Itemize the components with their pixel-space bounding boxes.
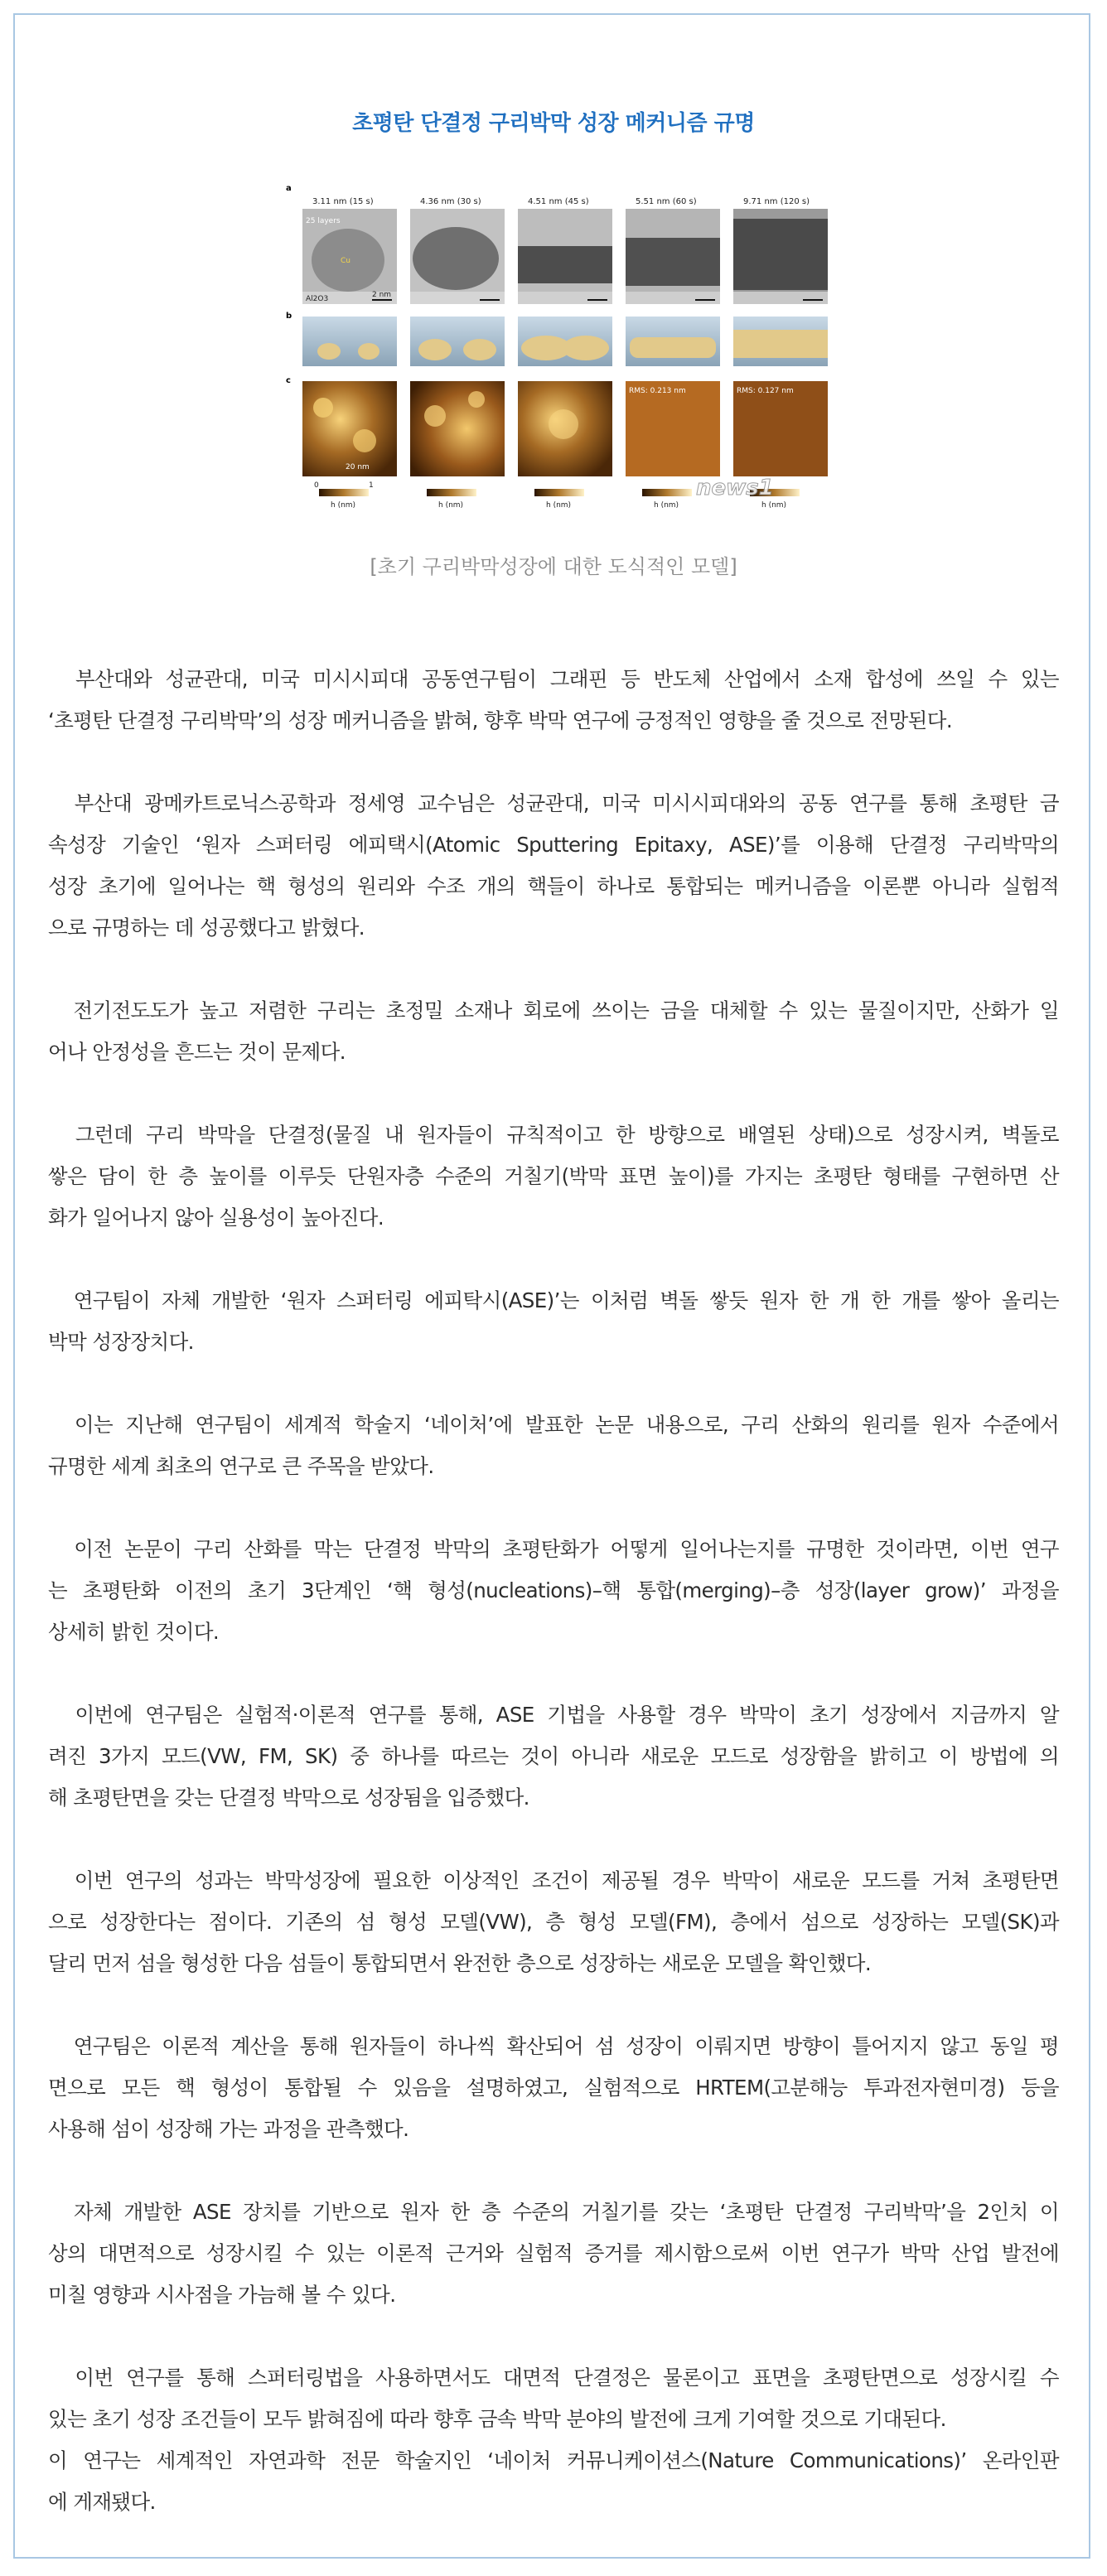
tem-time-label: 3.11 nm (15 s) [312, 197, 374, 206]
colorbar-min: 0 [314, 481, 319, 490]
paragraph-line: 부산대와 성균관대, 미국 미시시피대 공동연구팀이 그래핀 등 반도체 산업에서 소재 합성에 쓰일 수 있는 [48, 667, 1059, 691]
paragraph [48, 1114, 1059, 1239]
layers-label: 25 layers [306, 217, 341, 225]
colorbar-unit: h (nm) [654, 501, 679, 510]
article-body [48, 659, 1059, 2564]
paragraph [48, 2357, 1059, 2440]
substrate-label: Al2O3 [306, 295, 329, 303]
paragraph-line: 에 게재됐다. [48, 2490, 156, 2514]
paragraph [48, 1404, 1059, 1487]
paragraph-line: 성장 초기에 일어나는 핵 형성의 원리와 수조 개의 핵들이 하나로 통합되는 메커니즘을 이론뿐 아니라 실험적 [48, 874, 1059, 898]
paragraph-line: 연구팀은 이론적 계산을 통해 원자들이 하나씩 확산되어 섬 성장이 이뤄지면 방향이 틀어지지 않고 동일 평 [48, 2034, 1059, 2058]
paragraph-line: 으로 성장한다는 점이다. 기존의 섬 형성 모델(VW), 층 형성 모델(FM), 층에서 섬으로 성장하는 모델(SK)과 [48, 1910, 1059, 1934]
afm-scale-label: 20 nm [346, 463, 370, 471]
paragraph-line: 어나 안정성을 흔드는 것이 문제다. [48, 1040, 346, 1064]
paragraph [48, 990, 1059, 1073]
figure-caption: [초기 구리박막성장에 대한 도식적인 모델] [370, 555, 737, 578]
colorbar-max: 1 [369, 481, 374, 490]
paragraph-line: 부산대 광메카트로닉스공학과 정세영 교수님은 성균관대, 미국 미시시피대와의 공동 연구를 통해 초평탄 금 [48, 791, 1059, 815]
panel-label-a: a [286, 184, 292, 193]
paragraph [48, 1280, 1059, 1363]
paragraph-line: 이번 연구를 통해 스퍼터링법을 사용하면서도 대면적 단결정은 물론이고 표면을 초평탄면으로 성장시킬 수 [48, 2366, 1059, 2390]
paragraph-line: 는 초평탄화 이전의 초기 3단계인 ‘핵 형성(nucleations)–핵 통합(merging)–층 성장(layer grow)’ 과정을 [48, 1578, 1059, 1602]
paragraph-line: 속성장 기술인 ‘원자 스퍼터링 에피택시(Atomic Sputtering Epitaxy, ASE)’를 이용해 단결정 구리박막의 [48, 833, 1059, 857]
panel-label-c: c [286, 376, 291, 385]
tem-scale-label: 2 nm [372, 291, 392, 299]
paragraph-line: 규명한 세계 최초의 연구로 큰 주목을 받았다. [48, 1454, 434, 1478]
tem-time-label: 9.71 nm (120 s) [743, 197, 810, 206]
watermark-logo: news1 [696, 476, 774, 500]
paragraph-line: 달리 먼저 섬을 형성한 다음 섬들이 통합되면서 완전한 층으로 성장하는 새로운 모델을 확인했다. [48, 1951, 872, 1975]
paragraph [48, 1860, 1059, 1984]
colorbar-unit: h (nm) [546, 501, 572, 510]
paragraph-line: 화가 일어나지 않아 실용성이 높아진다. [48, 1206, 384, 1230]
paragraph-line: 쌓은 담이 한 층 높이를 이루듯 단원자층 수준의 거칠기(박막 표면 높이)를 가지는 초평탄 형태를 구현하면 산 [48, 1164, 1059, 1188]
paragraph [48, 659, 1059, 742]
paragraph [48, 1694, 1059, 1819]
paragraph-line: 이는 지난해 연구팀이 세계적 학술지 ‘네이처’에 발표한 논문 내용으로, 구리 산화의 원리를 원자 수준에서 [48, 1413, 1059, 1437]
paragraph [48, 2440, 1059, 2523]
rms-label: RMS: 0.127 nm [737, 387, 794, 395]
paragraph-line: 이번 연구의 성과는 박막성장에 필요한 이상적인 조건이 제공될 경우 박막이 새로운 모드를 거쳐 초평탄면 [48, 1868, 1059, 1892]
article-title: 초평탄 단결정 구리박막 성장 메커니즘 규명 [352, 111, 755, 136]
paragraph-line: 으로 규명하는 데 성공했다고 밝혔다. [48, 916, 365, 940]
colorbar-unit: h (nm) [438, 501, 464, 510]
paragraph-line: 그런데 구리 박막을 단결정(물질 내 원자들이 규칙적이고 한 방향으로 배열된 상태)으로 성장시켜, 벽돌로 [48, 1123, 1059, 1147]
paragraph-line: 해 초평탄면을 갖는 단결정 박막으로 성장됨을 입증했다. [48, 1786, 529, 1810]
paragraph-line: 려진 3가지 모드(VW, FM, SK) 중 하나를 따르는 것이 아니라 새로운 모드로 성장함을 밝히고 이 방법에 의 [48, 1744, 1059, 1768]
paragraph-line: 사용해 섬이 성장해 가는 과정을 관측했다. [48, 2117, 409, 2141]
schematic-row [302, 317, 828, 366]
colorbar-unit: h (nm) [761, 501, 787, 510]
paragraph-line: 상세히 밝힌 것이다. [48, 1620, 220, 1644]
paragraph-line: 면으로 모든 핵 형성이 통합될 수 있음을 설명하였고, 실험적으로 HRTEM(고분해능 투과전자현미경) 등을 [48, 2076, 1059, 2100]
paragraph-line: 연구팀이 자체 개발한 ‘원자 스퍼터링 에피탁시(ASE)’는 이처럼 벽돌 쌓듯 원자 한 개 한 개를 쌓아 올리는 [48, 1288, 1059, 1312]
paragraph [48, 783, 1059, 949]
paragraph [48, 2192, 1059, 2316]
paragraph-line: 이 연구는 세계적인 자연과학 전문 학술지인 ‘네이처 커뮤니케이션스(Nature Communications)’ 온라인판 [48, 2448, 1059, 2472]
paragraph [48, 1529, 1059, 1653]
paragraph-line: 상의 대면적으로 성장시킬 수 있는 이론적 근거와 실험적 증거를 제시함으로써 이번 연구가 박막 산업 발전에 [48, 2241, 1059, 2265]
panel-label-b: b [286, 312, 292, 321]
afm-row [302, 381, 828, 476]
figure-image [286, 176, 841, 515]
paragraph-line: ‘초평탄 단결정 구리박막’의 성장 메커니즘을 밝혀, 향후 박막 연구에 긍정적인 영향을 줄 것으로 전망된다. [48, 708, 953, 732]
paragraph-line: 있는 초기 성장 조건들이 모두 밝혀짐에 따라 향후 금속 박막 분야의 발전에 크게 기여할 것으로 기대된다. [48, 2407, 946, 2431]
tem-time-label: 5.51 nm (60 s) [636, 197, 697, 206]
paragraph-line: 박막 성장장치다. [48, 1330, 194, 1354]
paragraph-line: 자체 개발한 ASE 장치를 기반으로 원자 한 층 수준의 거칠기를 갖는 ‘초평탄 단결정 구리박막’을 2인치 이 [48, 2200, 1059, 2224]
paragraph-line: 이번에 연구팀은 실험적·이론적 연구를 통해, ASE 기법을 사용할 경우 박막이 초기 성장에서 지금까지 알 [48, 1703, 1059, 1727]
paragraph [48, 2026, 1059, 2150]
tem-time-label: 4.51 nm (45 s) [528, 197, 589, 206]
paragraph-line: 이전 논문이 구리 산화를 막는 단결정 박막의 초평탄화가 어떻게 일어나는지를 규명한 것이라면, 이번 연구 [48, 1537, 1059, 1561]
cu-label: Cu [341, 257, 350, 265]
paragraph-line: 미칠 영향과 시사점을 가늠해 볼 수 있다. [48, 2283, 396, 2307]
rms-label: RMS: 0.213 nm [629, 387, 686, 395]
colorbar-unit: h (nm) [331, 501, 356, 510]
tem-row [302, 209, 828, 304]
tem-time-label: 4.36 nm (30 s) [420, 197, 481, 206]
paragraph-line: 전기전도도가 높고 저렴한 구리는 초정밀 소재나 회로에 쓰이는 금을 대체할 수 있는 물질이지만, 산화가 일 [48, 998, 1059, 1022]
